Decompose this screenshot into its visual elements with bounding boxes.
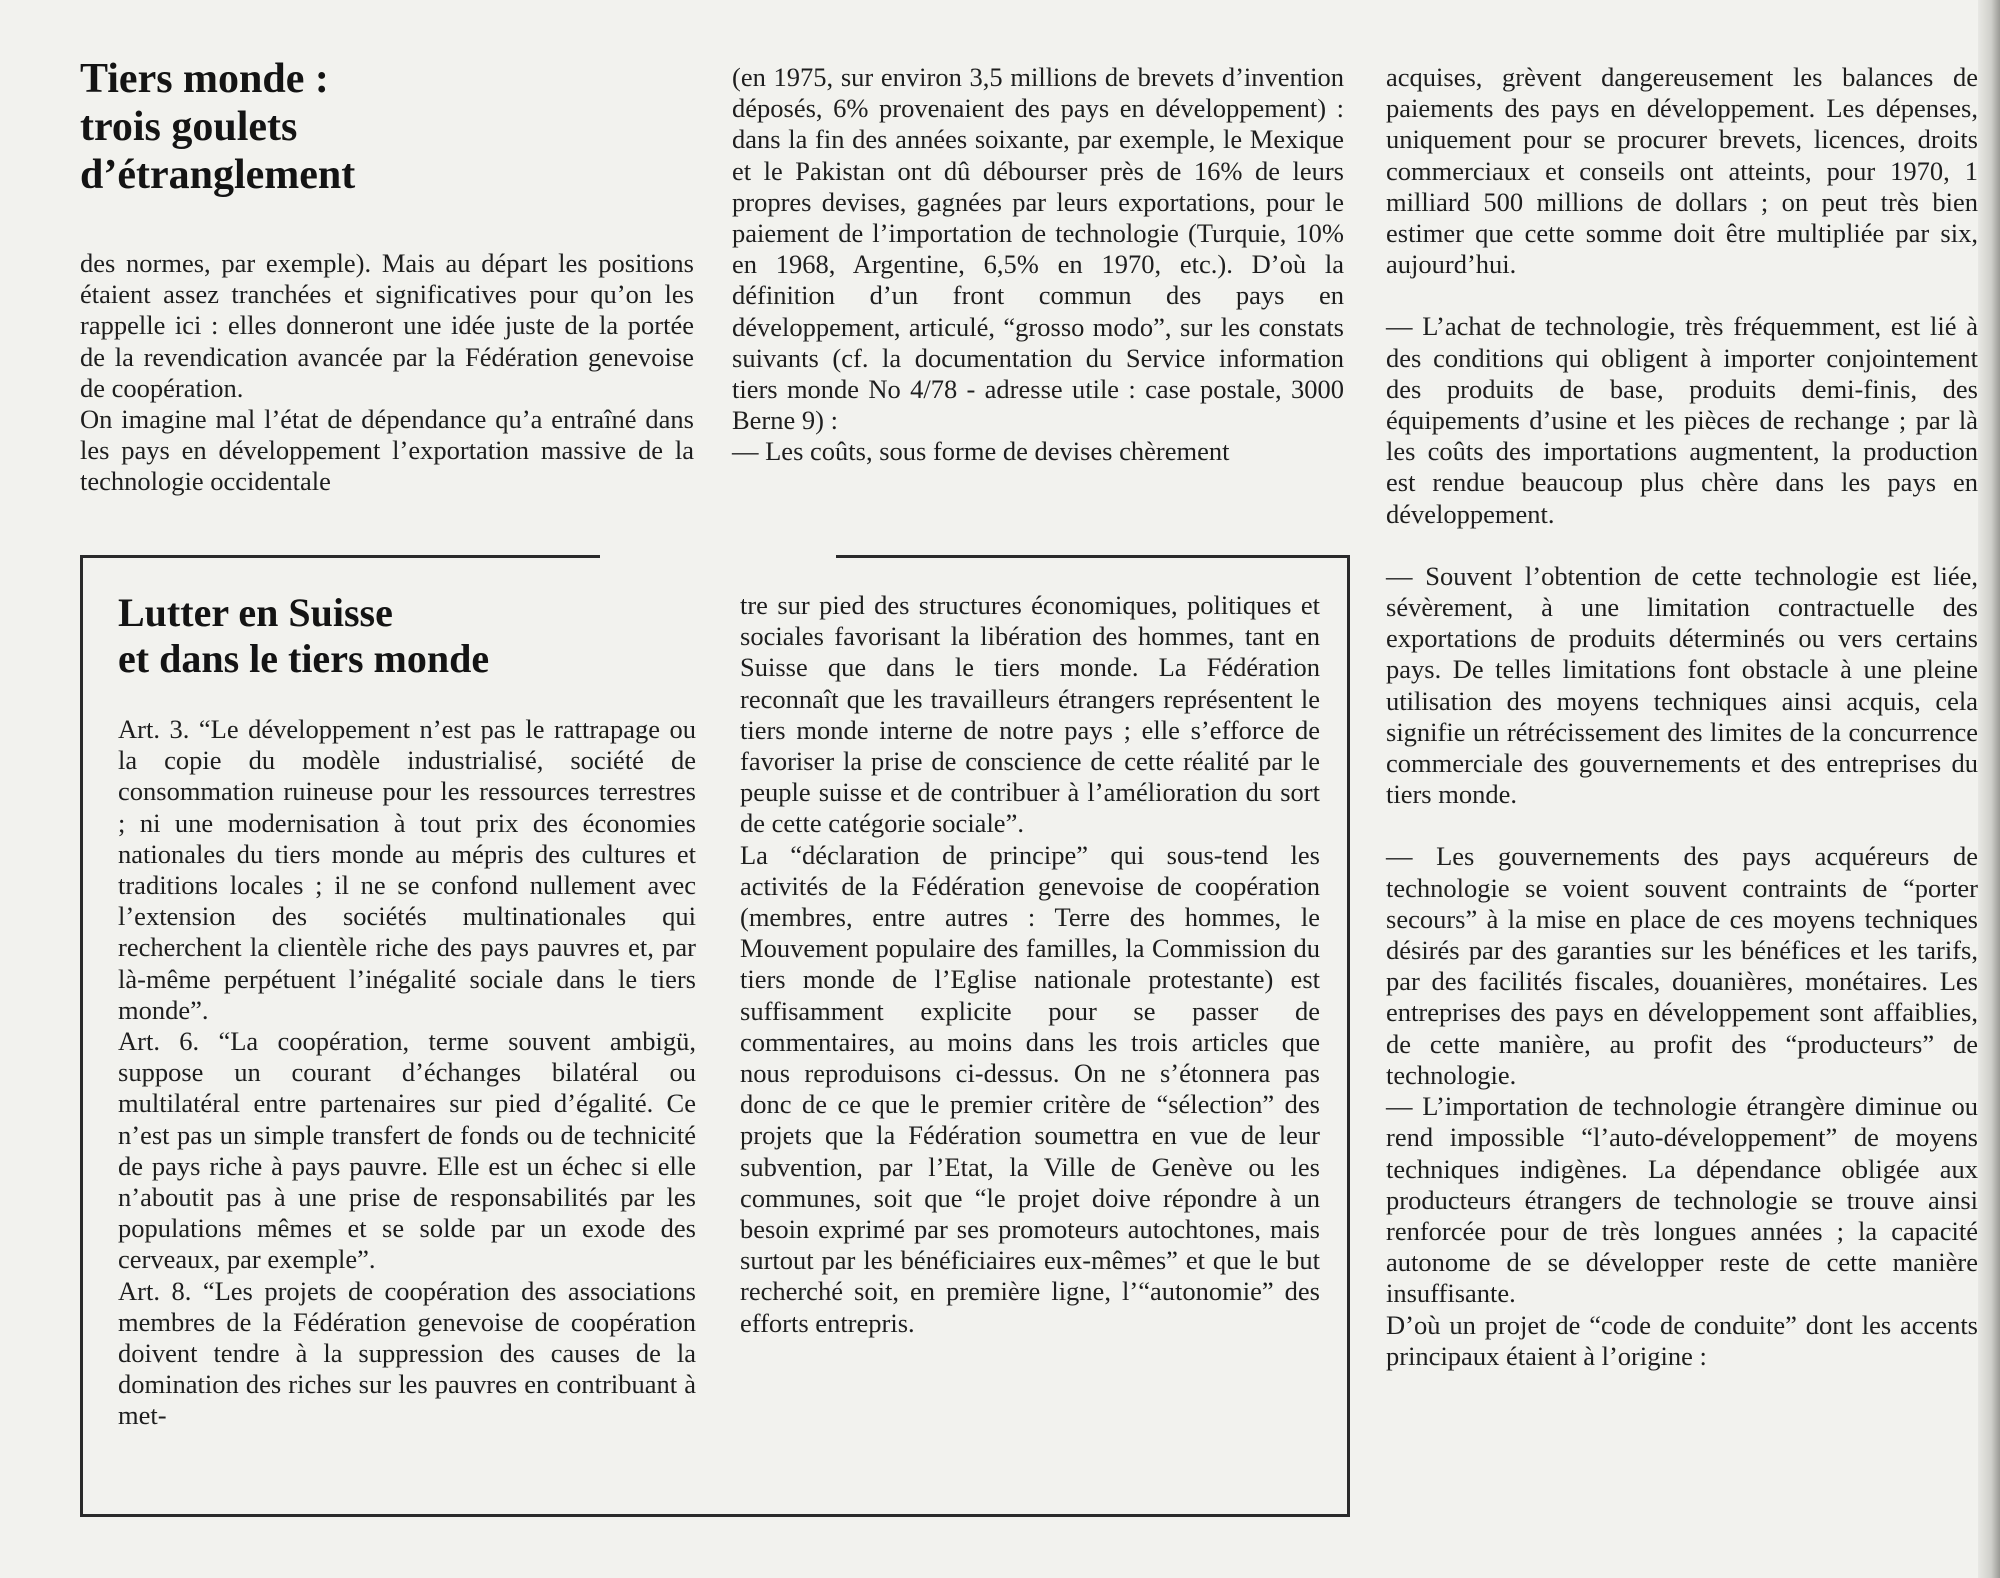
box-article-column-1 [118,714,696,1432]
paragraph: (en 1975, sur environ 3,5 millions de brevets d’invention déposés, 6% provenaient des pays en développement) : dans la fin des années soixante, par exemple, le Mexique et le Pakistan ont dû débourser près de 16% de leurs propres devises, gagnées par leurs exportations, pour le paiement de l’importation de technologie (Turquie, 10% en 1968, Argentine, 6,5% en 1970, etc.). D’où la définition d’un front commun des pays en développement, articulé, “grosso modo”, sur les constats suivants (cf. la documentation du Service information tiers monde No 4/78 - adresse utile : case postale, 3000 Berne 9) : [732,62,1344,436]
main-article-column-1 [80,248,694,498]
box-title-line-1: Lutter en Suisse [118,590,393,635]
page-spine-shadow [1978,0,2000,1578]
paragraph: Art. 8. “Les projets de coopération des associations membres de la Fédération genevoise de coopération doivent tendre à la suppression des causes de la domination des riches sur les pauvres en contribuant à met- [118,1275,696,1431]
paragraph: — L’achat de technologie, très fréquemment, est lié à des conditions qui obligent à importer conjointement des produits de base, produits demi-finis, des équipements d’usine et les pièces de rechange ; par là les coûts des importations augmentent, la production est rendue beaucoup plus chère dans les pays en développement. [1386,311,1978,529]
box-border-left [80,555,83,1517]
box-border-bottom [80,1514,1350,1517]
paragraph: — Souvent l’obtention de cette technologie est liée, sévèrement, à une limitation contractuelle des exportations de produits déterminés ou vers certains pays. De telles limitations font obstacle à une pleine utilisation des moyens techniques ainsi acquis, cela signifie un rétrécissement des limites de la concurrence commerciale des gouvernements et des entreprises du tiers monde. [1386,560,1978,810]
box-border-top-left [80,555,600,558]
paragraph: acquises, grèvent dangereusement les balances de paiements des pays en développement. Les dépenses, uniquement pour se procurer brevets, licences, droits commerciaux et conseils ont atteints, pour 1970, 1 milliard 500 millions de dollars ; on peut très bien estimer que cette somme doit être multipliée par six, aujourd’hui. [1386,62,1978,280]
box-article-title [118,590,718,682]
paragraph: La “déclaration de principe” qui sous-tend les activités de la Fédération genevoise de coopération (membres, entre autres : Terre des hommes, le Mouvement populaire des familles, la Commission du tiers monde de l’Eglise nationale protestante) est suffisamment explicite pour se passer de commentaires, au moins dans les trois articles que nous reproduisons ci-dessus. On ne s’étonnera pas donc de ce que le premier critère de “sélection” des projets que la Fédération soumettra en vue de leur subvention, par l’Etat, la Ville de Genève ou les communes, soit que “le projet doive répondre à un besoin exprimé par ses promoteurs autochtones, mais surtout par les bénéficiaires eux-mêmes” et que le but recherché soit, en première ligne, l’“autonomie” des efforts entrepris. [740,839,1320,1338]
paragraph: tre sur pied des structures économiques, politiques et sociales favorisant la libération des hommes, tant en Suisse que dans le tiers monde. La Fédération reconnaît que les travailleurs étrangers représentent le tiers monde interne de notre pays ; elle s’efforce de favoriser la prise de conscience de cette réalité par le peuple suisse et de contribuer à l’amélioration du sort de cette catégorie sociale”. [740,590,1320,839]
box-border-top-right [836,555,1350,558]
box-title-line-2: et dans le tiers monde [118,636,490,681]
paragraph: des normes, par exemple). Mais au départ les positions étaient assez tranchées et significatives pour qu’on les rappelle ici : elles donneront une idée juste de la portée de la revendication avancée par la Fédération genevoise de coopération. [80,248,694,403]
paragraph: On imagine mal l’état de dépendance qu’a entraîné dans les pays en développement l’exportation massive de la technologie occidentale [80,404,694,497]
main-title-line-2: trois goulets [80,104,298,150]
main-title-line-3: d’étranglement [80,152,356,198]
box-border-right [1347,555,1350,1517]
paragraph: — Les coûts, sous forme de devises chèrement [732,436,1230,467]
main-article-column-2 [732,62,1344,468]
box-article-column-2 [740,590,1320,1339]
paragraph: D’où un projet de “code de conduite” dont les accents principaux étaient à l’origine : [1386,1309,1978,1371]
paragraph: Art. 3. “Le développement n’est pas le rattrapage ou la copie du modèle industrialisé, société de consommation ruineuse pour les ressources terrestres ; ni une modernisation à tout prix des économies nationales du tiers monde au mépris des cultures et traditions locales ; il ne se confond nullement avec l’extension des sociétés multinationales qui recherchent la clientèle riche des pays pauvres et, par là-même perpétuent l’inégalité sociale dans le tiers monde”. [118,714,696,1025]
paragraph: — Les gouvernements des pays acquéreurs de technologie se voient souvent contraints de “porter secours” à la mise en place de ces moyens techniques désirés par des garanties sur les bénéfices et les tarifs, par des facilités fiscales, douanières, monétaires. Les entreprises des pays en développement sont affaiblies, de cette manière, au profit des “producteurs” de technologie. [1386,841,1978,1090]
main-article-title [80,55,600,199]
paragraph: — L’importation de technologie étrangère diminue ou rend impossible “l’auto-développement” de moyens techniques indigènes. La dépendance obligée aux producteurs étrangers de technologie se trouve ainsi renforcée pour de très longues années ; la capacité autonome de se développer reste de cette manière insuffisante. [1386,1091,1978,1309]
main-article-column-3 [1386,62,1978,1372]
main-title-line-1: Tiers monde : [80,56,329,102]
paragraph: Art. 6. “La coopération, terme souvent ambigü, suppose un courant d’échanges bilatéral ou multilatéral entre partenaires sur pied d’égalité. Ce n’est pas un simple transfert de fonds ou de technicité de pays riche à pays pauvre. Elle est un échec si elle n’aboutit pas à une prise de responsabilités par les populations mêmes et se solde par un exode des cerveaux, par exemple”. [118,1026,696,1275]
